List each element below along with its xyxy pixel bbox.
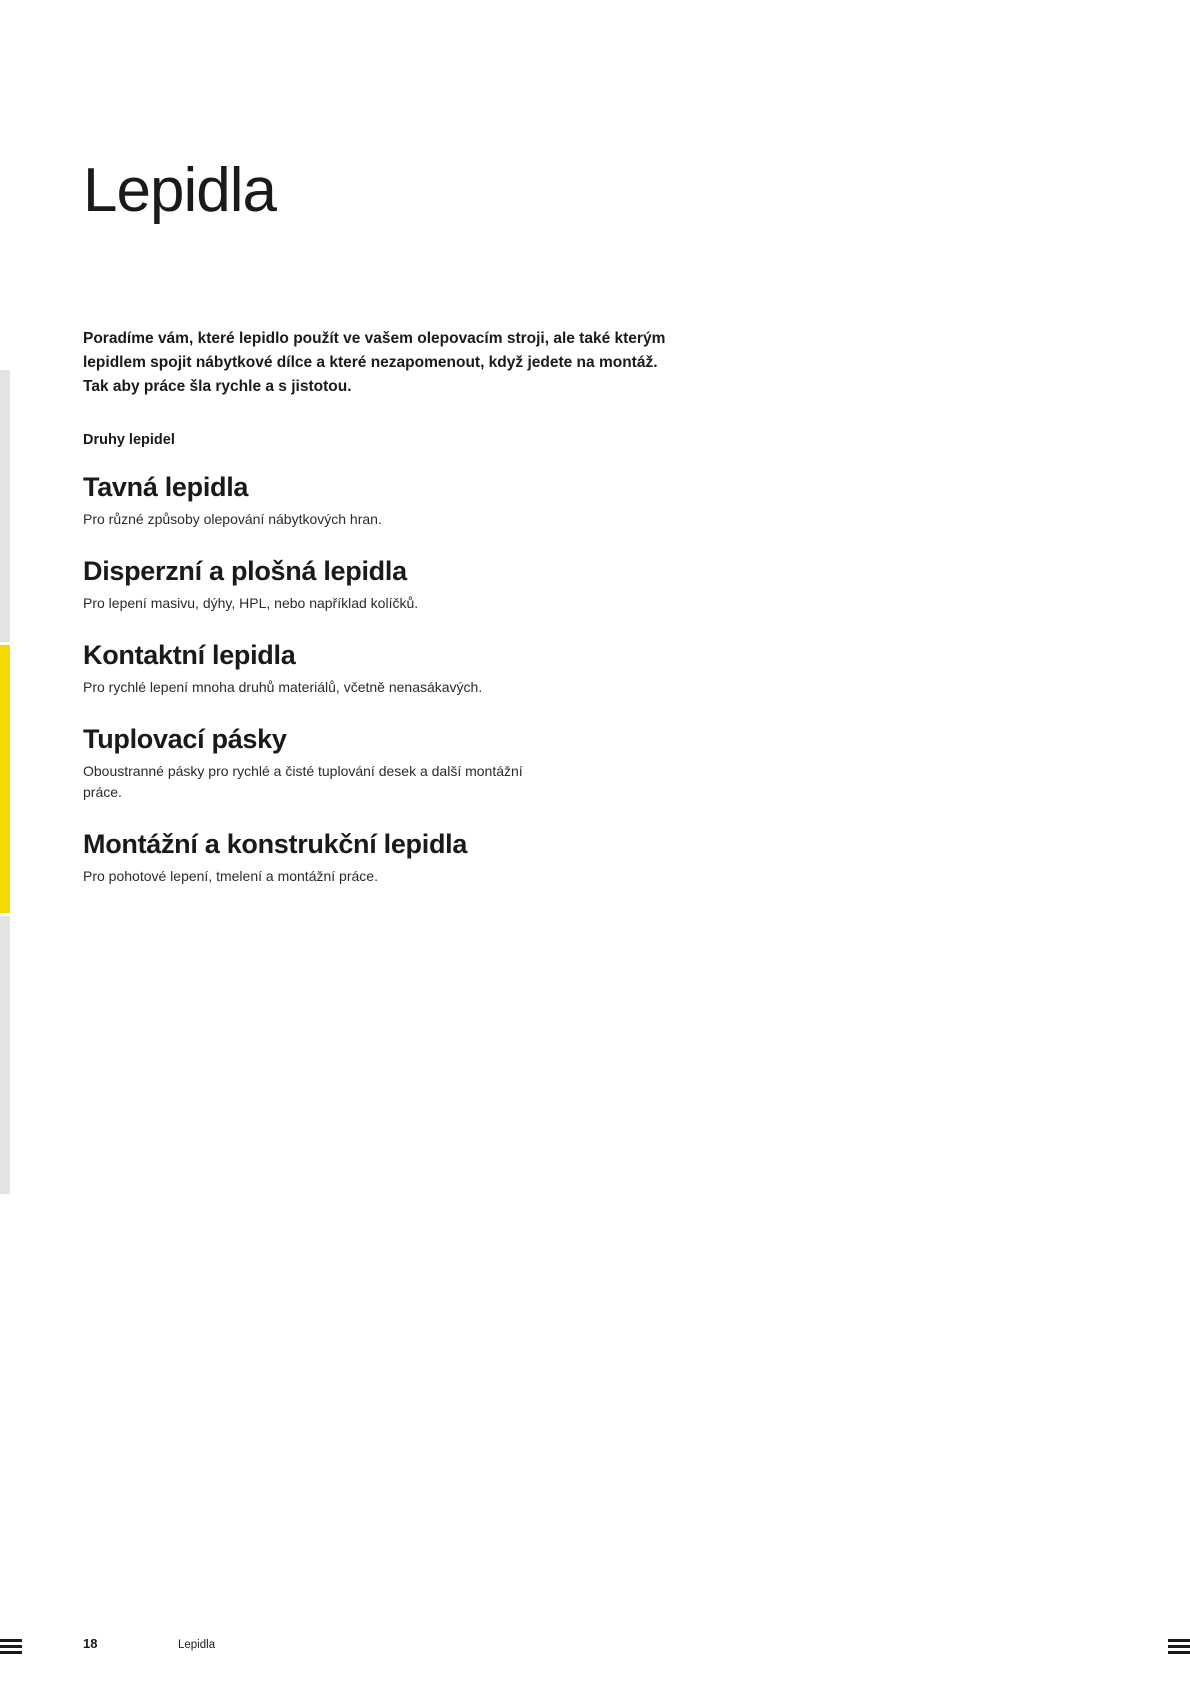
page-title: Lepidla xyxy=(83,155,276,225)
section-description: Pro pohotové lepení, tmelení a montážní práce. xyxy=(83,868,378,885)
section-heading: Disperzní a plošná lepidla xyxy=(83,556,407,587)
section-kicker: Druhy lepidel xyxy=(83,432,175,448)
intro-paragraph: Poradíme vám, které lepidlo použít ve vašem olepovacím stroji, ale také kterým lepidlem spojit nábytkové dílce a které nezapomenout, když jedete na montáž. Tak aby práce šla rychle a s jistotou. xyxy=(83,329,666,395)
crop-mark-right-icon xyxy=(1168,1639,1190,1655)
section-heading: Tavná lepidla xyxy=(83,472,249,502)
section-description: Pro různé způsoby olepování nábytkových hran. xyxy=(83,511,382,528)
section-heading: Montážní a konstrukční lepidla xyxy=(83,829,468,860)
section-list xyxy=(83,472,703,913)
page-number: 18 xyxy=(83,1636,98,1651)
section-description: Oboustranné pásky pro rychlé a čisté tuplování desek a další montážní práce. xyxy=(83,763,523,801)
section-description: Pro rychlé lepení mnoha druhů materiálů, včetně nenasákavých. xyxy=(83,679,483,696)
page-footer xyxy=(0,1613,1190,1683)
section-item xyxy=(83,472,703,530)
section-item xyxy=(83,640,703,698)
section-heading: Kontaktní lepidla xyxy=(83,640,296,671)
section-item xyxy=(83,556,703,614)
footer-section-label: Lepidla xyxy=(178,1639,216,1651)
section-description: Pro lepení masivu, dýhy, HPL, nebo například kolíčků. xyxy=(83,595,419,612)
section-item xyxy=(83,829,703,887)
crop-mark-left-icon xyxy=(0,1639,22,1655)
section-heading: Tuplovací pásky xyxy=(83,724,287,755)
section-item xyxy=(83,724,703,803)
